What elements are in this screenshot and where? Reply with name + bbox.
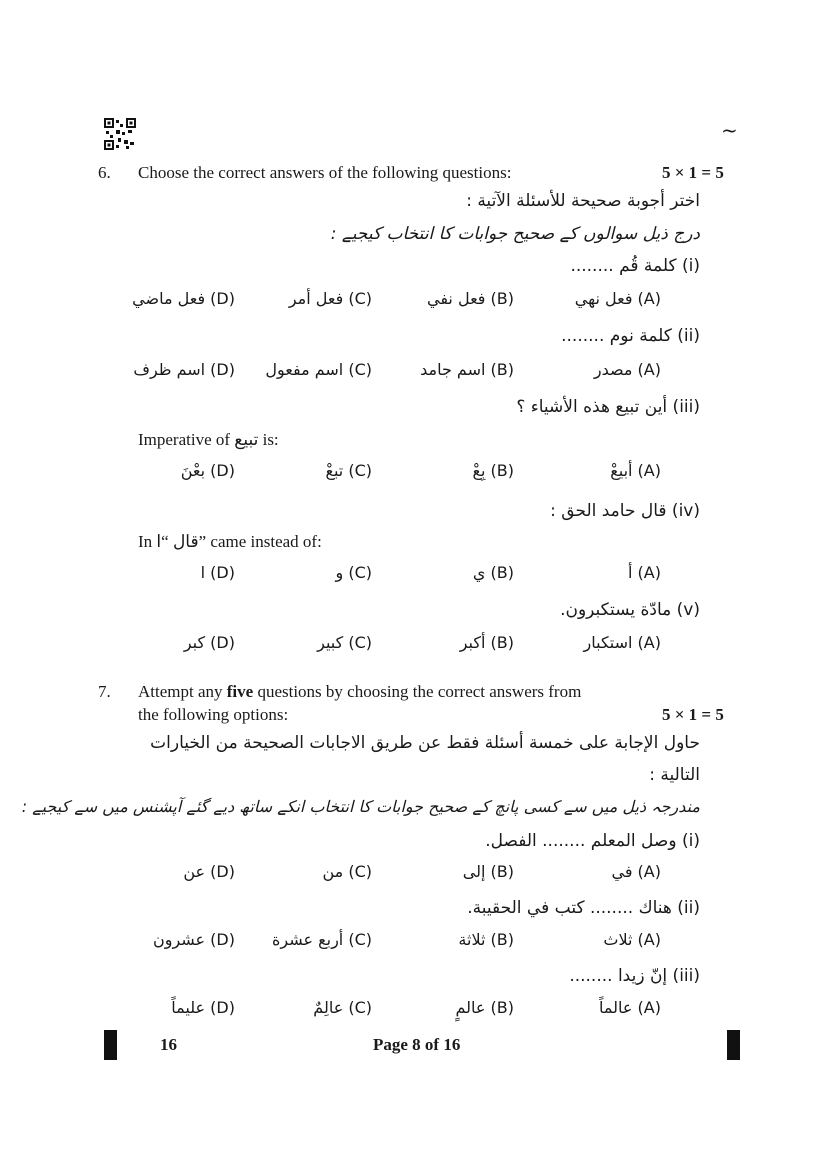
q7-instruction-en [138, 682, 581, 702]
q6-number: 6. [98, 163, 111, 182]
q7-iii-option-b: (B) عالمٍ [455, 998, 514, 1017]
q6-iii-option-d: (D) بعْنَ [180, 461, 235, 480]
q7-i-option-d: (D) عن [183, 862, 235, 881]
q6-instruction-ur: درج ذیل سوالوں کے صحیح جوابات کا انتخاب کیجیے : [330, 224, 700, 244]
q6-iv-option-b: (B) ي [472, 563, 514, 582]
q6-ii-option-c: (C) اسم مفعول [265, 360, 372, 379]
q6-i-option-c: (C) فعل أمر [288, 289, 372, 308]
footer-page-number: 16 [160, 1035, 177, 1054]
q6-ii-option-a: (A) مصدر [593, 360, 661, 379]
q6-v-option-d: (D) كبر [183, 633, 235, 652]
footer-page-label: Page 8 of 16 [373, 1035, 461, 1054]
q6-v-option-a: (A) استكبار [583, 633, 661, 652]
q7-ii-option-c: (C) أربع عشرة [271, 930, 372, 949]
footer-left-mark [104, 1030, 117, 1060]
q6-iv-stem: (iv) قال حامد الحق : [550, 501, 700, 521]
q6-i-option-d: (D) فعل ماضي [132, 289, 235, 308]
q7-i-option-b: (B) إلى [462, 862, 514, 881]
q7-ii-option-b: (B) ثلاثة [458, 930, 514, 949]
q6-ii-option-d: (D) اسم ظرف [133, 360, 235, 379]
q7-instruction-ar-line2: التالية : [649, 765, 700, 785]
q6-iii-stem: (iii) أين تبيع هذه الأشياء ؟ [516, 397, 700, 417]
q7-i-stem: (i) وصل المعلم ........ الفصل. [485, 831, 700, 851]
q7-ii-stem: (ii) هناك ........ كتب في الحقيبة. [467, 898, 700, 918]
q7-instruction-ar-line1: حاول الإجابة على خمسة أسئلة فقط عن طريق الاجابات الصحيحة من الخيارات [150, 733, 700, 753]
q7-i-option-a: (A) في [611, 862, 661, 881]
tilde-mark: ~ [721, 118, 738, 142]
q7-ii-option-a: (A) ثلاث [603, 930, 661, 949]
q7-iii-stem: (iii) إنّ زيدا ........ [569, 966, 700, 986]
q6-iv-subtext: In قال “ا” came instead of: [138, 532, 322, 551]
q7-number: 7. [98, 682, 111, 701]
q6-instruction-ar: اختر أجوبة صحيحة للأسئلة الآتية : [466, 191, 700, 211]
q6-iv-option-d: (D) ا [200, 563, 235, 582]
q7-instruction-ur: مندرجہ ذیل میں سے کسی پانچ کے صحیح جوابات کا انتخاب انکے ساتھ دیے گئے آپشنس میں سے کیجیے : [21, 797, 700, 816]
q6-ii-stem: (ii) كلمة نوم ........ [561, 326, 700, 346]
q7-iii-option-a: (A) عالماً [599, 998, 661, 1017]
q6-iv-option-a: (A) أ [628, 563, 661, 582]
q6-v-option-b: (B) أكبر [459, 633, 514, 652]
footer-right-mark [727, 1030, 740, 1060]
q6-v-stem: (v) مادّة يستكبرون. [560, 600, 700, 620]
q7-instruction-en-bold: five [226, 682, 254, 701]
q6-i-option-a: (A) فعل نهي [574, 289, 661, 308]
q7-i-option-c: (C) من [322, 862, 372, 881]
q6-iv-option-c: (C) و [335, 563, 372, 582]
q6-iii-option-b: (B) بِعْ [472, 461, 514, 480]
q6-i-option-b: (B) فعل نفي [426, 289, 514, 308]
q6-i-stem: (i) كلمة قُم ........ [570, 256, 700, 276]
q7-instruction-en-line2: the following options: [138, 705, 289, 724]
q6-marks: 5 × 1 = 5 [662, 163, 724, 182]
q7-ii-option-d: (D) عشرون [152, 930, 235, 949]
q7-instruction-en-post: questions by choosing the correct answers from [253, 682, 582, 701]
q7-marks: 5 × 1 = 5 [662, 705, 724, 724]
q6-ii-option-b: (B) اسم جامد [420, 360, 514, 379]
q6-instruction-en: Choose the correct answers of the following questions: [138, 163, 512, 182]
qr-code [104, 118, 136, 150]
q7-iii-option-d: (D) عليماً [171, 998, 235, 1017]
q7-iii-option-c: (C) عالِمٌ [313, 998, 372, 1017]
q7-instruction-en-pre: Attempt any [138, 682, 227, 701]
q6-iii-subtext: Imperative of تبيع is: [138, 430, 279, 449]
q6-iii-option-c: (C) تبعْ [325, 461, 372, 480]
q6-iii-option-a: (A) أبيعْ [610, 461, 661, 480]
q6-v-option-c: (C) كبير [317, 633, 372, 652]
